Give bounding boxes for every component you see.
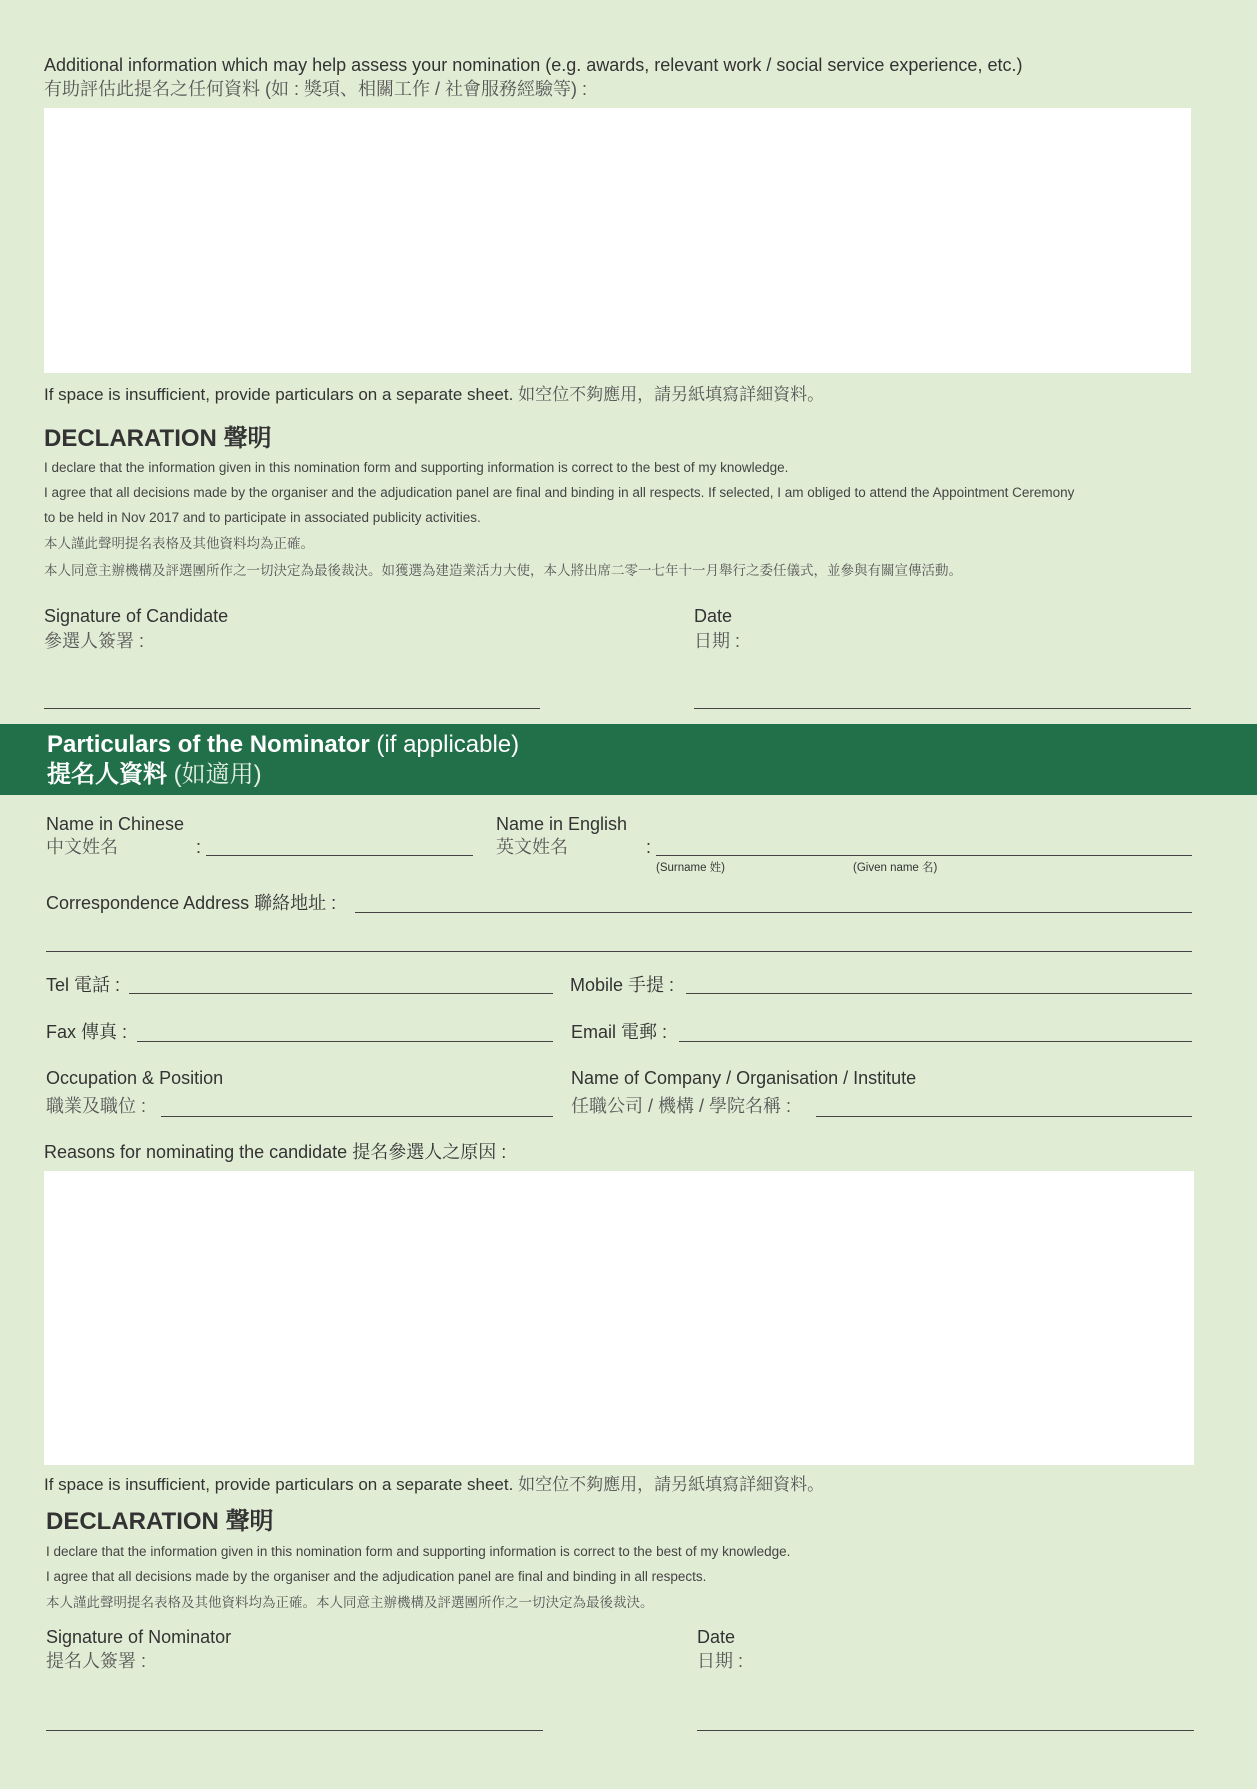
declaration-line: I declare that the information given in this nomination form and supporting information is correct to the best of my knowledge. <box>46 1544 791 1559</box>
fax-field[interactable] <box>137 1041 553 1042</box>
occupation-label-en: Occupation & Position <box>46 1068 224 1088</box>
declaration-line: I declare that the information given in this nomination form and supporting information is correct to the best of my knowledge. <box>44 460 789 475</box>
name-english-field[interactable] <box>656 855 1192 856</box>
address-label: Correspondence Address 聯絡地址 : <box>46 893 337 913</box>
insufficient-space-note <box>44 384 824 406</box>
insufficient-note-zh: 如空位不夠應用，請另紙填寫詳細資料。 <box>518 1475 825 1494</box>
banner-title-en-bold: Particulars of the Nominator <box>47 731 370 758</box>
name-chinese-colon: : <box>196 837 202 857</box>
given-name-hint: (Given name 名) <box>853 862 938 874</box>
company-label-en: Name of Company / Organisation / Institute <box>571 1068 917 1088</box>
banner-title-zh-rest: (如適用) <box>167 761 262 788</box>
additional-info-label-zh: 有助評估此提名之任何資料 (如 : 獎項、相關工作 / 社會服務經驗等) : <box>44 79 587 99</box>
nominator-signature-label-zh: 提名人簽署 : <box>46 1651 147 1671</box>
nominator-date-label-en: Date <box>697 1627 736 1647</box>
nominator-date-label-zh: 日期 : <box>697 1651 744 1671</box>
insufficient-note-en: If space is insufficient, provide particulars on a separate sheet. <box>44 1475 514 1494</box>
declaration-line-zh: 本人同意主辦機構及評選團所作之一切決定為最後裁決。如獲選為建造業活力大使，本人將出席二零一七年十一月舉行之委任儀式，並參與有關宣傳活動。 <box>44 563 962 578</box>
candidate-signature-label-en: Signature of Candidate <box>44 606 229 626</box>
insufficient-note-zh: 如空位不夠應用，請另紙填寫詳細資料。 <box>518 385 825 404</box>
address-field-line1[interactable] <box>355 912 1192 913</box>
candidate-date-label-zh: 日期 : <box>694 631 741 651</box>
reasons-textarea[interactable] <box>44 1171 1194 1465</box>
address-field-line2[interactable] <box>46 951 1192 952</box>
nominator-banner-title-en <box>47 730 519 760</box>
declaration-line: I agree that all decisions made by the organiser and the adjudication panel are final and binding in all respects. <box>46 1569 707 1584</box>
candidate-date-label-en: Date <box>694 606 733 626</box>
nominator-date-line[interactable] <box>697 1730 1194 1731</box>
company-field[interactable] <box>816 1116 1192 1117</box>
additional-info-textarea[interactable] <box>44 108 1191 373</box>
insufficient-space-note <box>44 1474 824 1496</box>
declaration-heading: DECLARATION 聲明 <box>44 425 272 452</box>
fax-label: Fax 傳真 : <box>46 1022 128 1042</box>
banner-title-en-rest: (if applicable) <box>369 731 520 758</box>
candidate-signature-line[interactable] <box>44 708 540 709</box>
reasons-label: Reasons for nominating the candidate 提名參選人之原因 : <box>44 1142 507 1162</box>
occupation-label-zh: 職業及職位 : <box>46 1096 147 1116</box>
candidate-signature-label-zh: 參選人簽署 : <box>44 631 145 651</box>
mobile-label: Mobile 手提 : <box>570 975 675 995</box>
tel-field[interactable] <box>129 993 553 994</box>
candidate-date-line[interactable] <box>694 708 1191 709</box>
email-field[interactable] <box>679 1041 1192 1042</box>
mobile-field[interactable] <box>686 993 1192 994</box>
company-label-zh: 任職公司 / 機構 / 學院名稱 : <box>571 1096 792 1116</box>
banner-title-zh-bold: 提名人資料 <box>47 761 167 788</box>
additional-info-label-en: Additional information which may help assess your nomination (e.g. awards, relevant work / social service experience, etc.) <box>44 55 1023 75</box>
name-chinese-label-en: Name in Chinese <box>46 814 185 834</box>
occupation-field[interactable] <box>161 1116 553 1117</box>
declaration-heading: DECLARATION 聲明 <box>46 1508 274 1535</box>
declaration-line-zh: 本人謹此聲明提名表格及其他資料均為正確。 <box>44 536 314 551</box>
insufficient-note-en: If space is insufficient, provide particulars on a separate sheet. <box>44 385 514 404</box>
nominator-signature-label-en: Signature of Nominator <box>46 1627 232 1647</box>
tel-label: Tel 電話 : <box>46 975 121 995</box>
declaration-line-zh: 本人謹此聲明提名表格及其他資料均為正確。本人同意主辦機構及評選團所作之一切決定為最後裁決。 <box>46 1595 654 1610</box>
name-chinese-field[interactable] <box>206 855 473 856</box>
email-label: Email 電郵 : <box>571 1022 668 1042</box>
name-chinese-label-zh: 中文姓名 <box>46 837 118 857</box>
declaration-line: I agree that all decisions made by the organiser and the adjudication panel are final and binding in all respects. If selected, I am obliged to attend the Appointment Ceremony <box>44 485 1075 500</box>
name-english-label-en: Name in English <box>496 814 628 834</box>
nominator-banner <box>0 724 1257 795</box>
nominator-signature-line[interactable] <box>46 1730 543 1731</box>
name-english-colon: : <box>646 837 652 857</box>
declaration-line: to be held in Nov 2017 and to participate in associated publicity activities. <box>44 510 481 525</box>
name-english-label-zh: 英文姓名 <box>496 837 568 857</box>
nominator-banner-title-zh <box>47 760 262 790</box>
surname-hint: (Surname 姓) <box>656 862 726 874</box>
